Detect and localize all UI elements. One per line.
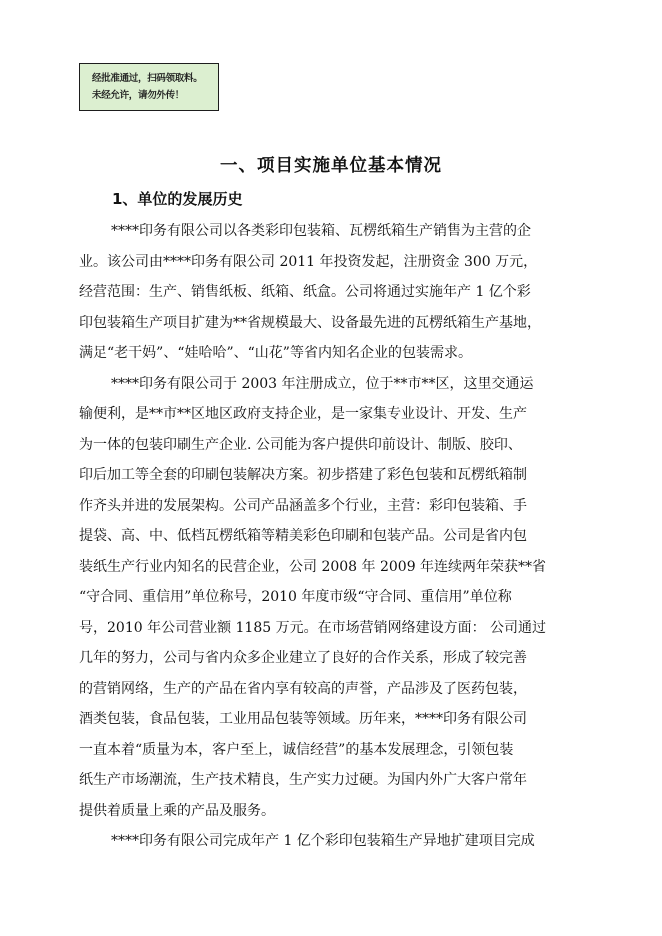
text-line: 印后加工等全套的印刷包装解决方案。初步搭建了彩色包装和瓦楞纸箱制 [79,467,527,483]
text-line: “守合同、重信用”单位称号，2010 年度市级“守合同、重信用”单位称 [79,589,512,605]
text-line: 的营销网络，生产的产品在省内享有较高的声誉，产品涉及了医药包装， [79,680,527,697]
text-line: 输便利，是**市**区地区政府支持企业，是一家集专业设计、开发、生产 [79,406,527,422]
body-text [79,216,589,857]
stamp-line-2: 未经允许，请勿外传！ [92,90,185,101]
text-line: ****印务有限公司于 2003 年注册成立，位于**市**区，这里交通运 [111,375,534,392]
text-line: 满足“老干妈”、“娃哈哈”、“山花”等省内知名企业的包装需求。 [79,345,472,361]
text-line: 装纸生产行业内知名的民营企业，公司 2008 年 2009 年连续两年荣获**省 [79,558,547,575]
stamp-line-1: 经批准通过，扫码领取料。 [92,73,203,84]
text-line: ****印务有限公司完成年产 1 亿个彩印包装箱生产异地扩建项目完成 [111,833,535,849]
text-line: 提袋、高、中、低档瓦楞纸箱等精美彩色印刷和包装产品。公司是省内包 [79,528,527,544]
text-line: 几年的努力，公司与省内众多企业建立了良好的合作关系，形成了较完善 [79,650,527,666]
text-line: 酒类包装，食品包装，工业用品包装等领域。历年来，****印务有限公司 [79,711,527,727]
watermark-stamp [79,63,219,111]
subsection-heading: 1、单位的发展历史 [112,190,243,208]
text-line: 作齐头并进的发展架构。公司产品涵盖多个行业，主营：彩印包装箱、手 [79,497,527,514]
text-line: 号，2010 年公司营业额 1185 万元。在市场营销网络建设方面： 公司通过 [79,619,547,636]
text-line: 一直本着“质量为本，客户至上，诚信经营”的基本发展理念，引领包装 [79,741,514,758]
text-line: 提供着质量上乘的产品及服务。 [79,802,275,819]
text-line: 印包装箱生产项目扩建为**省规模最大、设备最先进的瓦楞纸箱生产基地， [79,314,541,331]
text-line: 经营范围：生产、销售纸板、纸箱、纸盒。公司将通过实施年产 1 亿个彩 [79,284,531,300]
text-line: 为一体的包装印刷生产企业. 公司能为客户提供印前设计、制版、胶印、 [79,436,522,453]
text-line: 纸生产市场潮流，生产技术精良，生产实力过硬。为国内外广大客户常年 [79,772,527,788]
section-heading: 一、项目实施单位基本情况 [220,156,442,176]
text-line: 业。该公司由****印务有限公司 2011 年投资发起，注册资金 300 万元， [79,253,538,270]
text-line: ****印务有限公司以各类彩印包装箱、瓦楞纸箱生产销售为主营的企 [111,223,531,239]
